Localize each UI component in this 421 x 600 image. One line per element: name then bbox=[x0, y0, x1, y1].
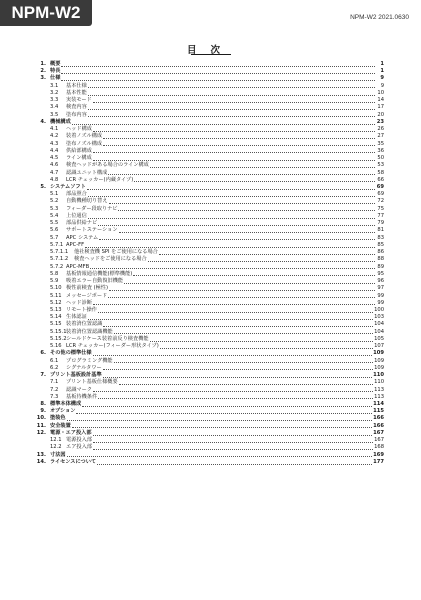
dot-leader bbox=[99, 239, 375, 240]
toc-entry[interactable] bbox=[28, 401, 384, 408]
toc-entry[interactable] bbox=[28, 365, 384, 372]
toc-entry[interactable] bbox=[28, 444, 384, 451]
dot-leader bbox=[90, 268, 375, 269]
dot-leader bbox=[103, 377, 372, 378]
toc-entry-title: ヘッド診断 bbox=[66, 299, 92, 306]
toc-entry-title: 吸着エラー自動復旧機能 bbox=[66, 278, 124, 285]
toc-entry-number: 5.5 bbox=[50, 220, 59, 227]
toc-entry-title: ヘッド構成 bbox=[66, 126, 92, 133]
toc-entry-page: 72 bbox=[377, 198, 384, 205]
toc-entry-number: 5.7.1.2 bbox=[50, 256, 69, 263]
toc-entry-title: 装着済位置認識 bbox=[66, 321, 103, 328]
toc-entry-title: 寸法図 bbox=[50, 451, 66, 458]
toc-entry-page: 69 bbox=[377, 191, 384, 198]
toc-entry-number: 5.7.1 bbox=[50, 241, 64, 248]
toc-entry[interactable] bbox=[28, 235, 384, 242]
toc-entry-title: 電源・エア投入部 bbox=[50, 429, 92, 436]
toc-entry[interactable] bbox=[28, 300, 384, 307]
toc-entry[interactable] bbox=[28, 329, 384, 336]
toc-entry-page: 109 bbox=[373, 350, 384, 357]
dot-leader bbox=[108, 297, 375, 298]
dot-leader bbox=[148, 261, 375, 262]
dot-leader bbox=[93, 449, 373, 450]
toc-entry-page: 169 bbox=[373, 451, 384, 458]
dot-leader bbox=[88, 87, 375, 88]
dot-leader bbox=[93, 160, 375, 161]
toc-entry-number: 5.13 bbox=[50, 306, 62, 313]
toc-entry-title: 基本性能 bbox=[66, 89, 87, 96]
toc-entry-page: 89 bbox=[377, 263, 384, 270]
dot-leader bbox=[93, 391, 373, 392]
toc-entry-title: その他の標準仕様 bbox=[50, 350, 92, 357]
toc-entry-page: 96 bbox=[377, 278, 384, 285]
dot-leader bbox=[108, 174, 375, 175]
toc-entry-number: 6.2 bbox=[50, 364, 59, 371]
toc-entry[interactable] bbox=[28, 170, 384, 177]
toc-entry-page: 99 bbox=[377, 292, 384, 299]
toc-entry-page: 27 bbox=[377, 133, 384, 140]
toc-entry-number: 5.10 bbox=[50, 285, 62, 292]
toc-entry-title: 装着ノズル構成 bbox=[66, 133, 103, 140]
table-of-contents bbox=[28, 61, 384, 466]
toc-entry-number: 5.16 bbox=[50, 343, 62, 350]
toc-entry-title: シールドケース装着前反り検査機能 bbox=[66, 335, 149, 342]
toc-entry-page: 115 bbox=[373, 408, 384, 415]
toc-entry-title: 特長 bbox=[50, 68, 61, 75]
toc-entry-number: 7.1 bbox=[50, 379, 59, 386]
toc-entry-title: 安全装置 bbox=[50, 422, 71, 429]
toc-entry-number: 9. bbox=[40, 408, 46, 415]
toc-entry-page: 79 bbox=[377, 220, 384, 227]
toc-entry-number: 5.11 bbox=[50, 292, 62, 299]
toc-entry-title: 极性前検査 (極性) bbox=[66, 285, 109, 292]
toc-entry-page: 167 bbox=[373, 429, 384, 436]
toc-entry-page: 77 bbox=[377, 212, 384, 219]
toc-entry-page: 110 bbox=[374, 379, 384, 386]
toc-entry-page: 109 bbox=[374, 364, 384, 371]
toc-entry-page: 85 bbox=[377, 241, 384, 248]
toc-entry-number: 14. bbox=[36, 458, 46, 465]
toc-entry-number: 3. bbox=[40, 75, 46, 82]
toc-entry-page: 81 bbox=[377, 227, 384, 234]
toc-entry-number: 4.7 bbox=[50, 169, 59, 176]
toc-entry[interactable] bbox=[28, 358, 384, 365]
dot-leader bbox=[93, 442, 373, 443]
dot-leader bbox=[98, 225, 375, 226]
toc-entry-page: 58 bbox=[377, 169, 384, 176]
toc-entry[interactable] bbox=[28, 148, 384, 155]
toc-entry-number: 3.1 bbox=[50, 82, 59, 89]
dot-leader bbox=[88, 116, 375, 117]
dot-leader bbox=[134, 181, 375, 182]
toc-entry[interactable] bbox=[28, 394, 384, 401]
toc-entry[interactable] bbox=[28, 206, 384, 213]
dot-leader bbox=[97, 464, 372, 465]
dot-leader bbox=[67, 420, 373, 421]
toc-entry-number: 5.8 bbox=[50, 270, 59, 277]
dot-leader bbox=[114, 333, 373, 334]
toc-entry-title: オプション bbox=[50, 408, 76, 415]
toc-entry-page: 167 bbox=[374, 437, 384, 444]
dot-leader bbox=[61, 80, 375, 81]
toc-entry-title: プリント基板仕様概要 bbox=[66, 379, 118, 386]
page-title: 目次 bbox=[186, 45, 234, 56]
toc-entry-title: プログラミング機能 bbox=[66, 357, 113, 364]
toc-entry-page: 104 bbox=[374, 321, 384, 328]
toc-entry-number: 3.3 bbox=[50, 97, 59, 104]
toc-entry-number: 5. bbox=[40, 183, 46, 190]
toc-entry-title: APC-MFB bbox=[66, 263, 90, 270]
toc-entry[interactable] bbox=[28, 415, 384, 422]
dot-leader bbox=[119, 232, 375, 233]
toc-entry-page: 9 bbox=[380, 82, 384, 89]
dot-leader bbox=[159, 254, 375, 255]
dot-leader bbox=[61, 73, 375, 74]
toc-entry-number: 3.4 bbox=[50, 104, 59, 111]
dot-leader bbox=[88, 218, 375, 219]
toc-entry[interactable] bbox=[28, 242, 384, 249]
dot-leader bbox=[76, 413, 372, 414]
toc-entry-page: 107 bbox=[374, 343, 384, 350]
dot-leader bbox=[150, 167, 375, 168]
toc-entry-page: 88 bbox=[377, 256, 384, 263]
toc-entry-number: 1. bbox=[40, 61, 46, 67]
toc-entry-number: 5.15 bbox=[50, 321, 62, 328]
toc-entry[interactable] bbox=[28, 271, 384, 278]
toc-entry-number: 6. bbox=[40, 350, 46, 357]
toc-entry-title: 装着済位置認識機能 bbox=[66, 328, 113, 335]
toc-entry[interactable] bbox=[28, 227, 384, 234]
toc-entry-title: 実装モード bbox=[66, 97, 92, 104]
toc-entry-title: 塗装色 bbox=[50, 415, 66, 422]
toc-entry-title: 生体認証 bbox=[66, 314, 87, 321]
toc-entry[interactable] bbox=[28, 293, 384, 300]
toc-entry-title: 基板情報通信機能(標準機能) bbox=[66, 270, 133, 277]
toc-entry-title: 自動機種切り替え bbox=[66, 198, 108, 205]
toc-entry[interactable] bbox=[28, 61, 384, 68]
dot-leader bbox=[93, 355, 373, 356]
dot-leader bbox=[103, 145, 375, 146]
toc-entry-page: 177 bbox=[373, 458, 384, 465]
toc-entry-page: 103 bbox=[374, 314, 384, 321]
toc-entry-title: 上位通信 bbox=[66, 212, 87, 219]
toc-entry-title: 電源投入部 bbox=[66, 437, 92, 444]
toc-entry-number: 4.5 bbox=[50, 155, 59, 162]
toc-entry[interactable] bbox=[28, 379, 384, 386]
toc-entry-page: 168 bbox=[374, 444, 384, 451]
toc-entry-number: 5.2 bbox=[50, 198, 59, 205]
toc-entry-number: 12. bbox=[36, 429, 46, 436]
toc-entry[interactable] bbox=[28, 285, 384, 292]
toc-entry-page: 26 bbox=[377, 126, 384, 133]
dot-leader bbox=[114, 362, 374, 363]
dot-leader bbox=[72, 124, 375, 125]
toc-entry-number: 4. bbox=[40, 118, 46, 125]
dot-leader bbox=[98, 398, 373, 399]
toc-entry-number: 3.2 bbox=[50, 89, 59, 96]
toc-entry-page: 1 bbox=[380, 61, 384, 67]
dot-leader bbox=[87, 189, 375, 190]
toc-entry-page: 83 bbox=[377, 234, 384, 241]
dot-leader bbox=[93, 304, 375, 305]
toc-entry-title: APC-FF bbox=[66, 241, 85, 248]
dot-leader bbox=[88, 109, 375, 110]
toc-entry[interactable] bbox=[28, 75, 384, 82]
toc-entry-title: LCR チェッカー(フィーダー形状タイプ) bbox=[66, 343, 159, 350]
toc-entry-page: 50 bbox=[377, 155, 384, 162]
toc-entry-title: 仕様 bbox=[50, 75, 61, 82]
toc-entry[interactable] bbox=[28, 387, 384, 394]
toc-entry-number: 5.14 bbox=[50, 314, 62, 321]
toc-entry-title: 標準本体構成 bbox=[50, 401, 82, 408]
toc-entry-number: 5.1 bbox=[50, 191, 59, 198]
toc-entry-page: 1 bbox=[380, 68, 384, 75]
toc-entry-page: 97 bbox=[377, 285, 384, 292]
toc-entry-number: 2. bbox=[40, 68, 46, 75]
dot-leader bbox=[67, 456, 373, 457]
toc-entry-page: 69 bbox=[376, 183, 384, 190]
toc-entry-page: 99 bbox=[377, 299, 384, 306]
toc-entry-title: 認識マーク bbox=[66, 386, 92, 393]
toc-entry-page: 9 bbox=[380, 75, 384, 82]
document-info: NPM-W2 2021.0630 bbox=[350, 14, 409, 21]
dot-leader bbox=[160, 348, 373, 349]
toc-entry-title: システムソフト bbox=[50, 183, 86, 190]
toc-entry-page: 114 bbox=[373, 401, 384, 408]
toc-entry-title: サポートステーション bbox=[66, 227, 118, 234]
dot-leader bbox=[82, 406, 372, 407]
toc-entry[interactable] bbox=[28, 68, 384, 75]
toc-entry[interactable] bbox=[28, 198, 384, 205]
toc-entry-number: 5.12 bbox=[50, 299, 62, 306]
toc-entry-page: 66 bbox=[377, 176, 384, 183]
toc-entry-page: 20 bbox=[377, 111, 384, 118]
toc-entry[interactable] bbox=[28, 459, 384, 466]
toc-entry-page: 36 bbox=[377, 147, 384, 154]
toc-entry-number: 4.4 bbox=[50, 147, 59, 154]
toc-entry[interactable] bbox=[28, 264, 384, 271]
title-underline bbox=[191, 54, 231, 55]
dot-leader bbox=[93, 435, 373, 436]
toc-entry-number: 11. bbox=[36, 422, 46, 429]
toc-entry-number: 5.7.1.1 bbox=[50, 249, 69, 256]
dot-leader bbox=[109, 290, 375, 291]
toc-entry-title: ライン構成 bbox=[66, 155, 92, 162]
toc-entry-title: LCR チェッカー(内蔵タイプ) bbox=[66, 176, 134, 183]
toc-entry-page: 110 bbox=[373, 372, 384, 379]
toc-entry-number: 5.15.1 bbox=[50, 328, 67, 335]
toc-entry-title: 検査内容 bbox=[66, 104, 87, 111]
dot-leader bbox=[150, 341, 374, 342]
toc-entry-title: ライセンスについて bbox=[50, 458, 97, 465]
toc-entry-number: 4.1 bbox=[50, 126, 59, 133]
toc-entry[interactable] bbox=[28, 112, 384, 119]
toc-entry-number: 6.1 bbox=[50, 357, 59, 364]
toc-entry-page: 109 bbox=[374, 357, 384, 364]
toc-entry-page: 23 bbox=[376, 118, 384, 125]
dot-leader bbox=[72, 427, 372, 428]
toc-entry-title: 塗布内容 bbox=[66, 111, 87, 118]
toc-entry[interactable] bbox=[28, 104, 384, 111]
toc-entry-page: 17 bbox=[377, 104, 384, 111]
toc-entry-number: 10. bbox=[36, 415, 46, 422]
toc-entry-title: 概要 bbox=[50, 61, 61, 67]
toc-entry-number: 4.8 bbox=[50, 176, 59, 183]
toc-entry-page: 95 bbox=[377, 270, 384, 277]
toc-entry-number: 5.6 bbox=[50, 227, 59, 234]
toc-entry-title: 検査ヘッドがある場合のライン構成 bbox=[66, 162, 149, 169]
toc-entry-page: 100 bbox=[374, 306, 384, 313]
toc-entry-number: 7.3 bbox=[50, 393, 59, 400]
dot-leader bbox=[88, 319, 373, 320]
toc-entry-number: 4.3 bbox=[50, 140, 59, 147]
toc-entry[interactable] bbox=[28, 133, 384, 140]
toc-entry-number: 5.4 bbox=[50, 212, 59, 219]
toc-entry-number: 8. bbox=[40, 401, 46, 408]
toc-entry-title: フィーダー段取りナビ bbox=[66, 205, 118, 212]
dot-leader bbox=[103, 369, 373, 370]
toc-entry-title: シグナルタワー bbox=[66, 364, 102, 371]
toc-entry-page: 14 bbox=[377, 97, 384, 104]
toc-entry-title: 他社検査機 SPI をご使用になる場合 bbox=[74, 249, 158, 256]
toc-entry-number: 7.2 bbox=[50, 386, 59, 393]
toc-entry-title: 塗布ノズル構成 bbox=[66, 140, 103, 147]
toc-entry-page: 35 bbox=[377, 140, 384, 147]
toc-entry-number: 5.3 bbox=[50, 205, 59, 212]
toc-entry-page: 86 bbox=[377, 249, 384, 256]
toc-entry-title: 供給部構成 bbox=[66, 147, 92, 154]
dot-leader bbox=[85, 247, 375, 248]
dot-leader bbox=[93, 131, 375, 132]
toc-entry-page: 10 bbox=[377, 89, 384, 96]
dot-leader bbox=[133, 275, 375, 276]
toc-entry-page: 113 bbox=[374, 393, 384, 400]
toc-entry-title: エア投入部 bbox=[66, 444, 92, 451]
toc-entry-number: 3.5 bbox=[50, 111, 59, 118]
toc-entry-title: 部品供給ナビ bbox=[66, 220, 98, 227]
toc-entry-number: 7. bbox=[40, 372, 46, 379]
toc-entry-number: 4.2 bbox=[50, 133, 59, 140]
dot-leader bbox=[109, 203, 375, 204]
toc-entry-title: APC システム bbox=[66, 234, 99, 241]
toc-entry-number: 13. bbox=[36, 451, 46, 458]
dot-leader bbox=[118, 210, 375, 211]
toc-entry-number: 12.2 bbox=[50, 444, 62, 451]
dot-leader bbox=[93, 102, 375, 103]
toc-entry-page: 53 bbox=[377, 162, 384, 169]
toc-entry-title: 機械構成 bbox=[50, 118, 71, 125]
model-badge: NPM-W2 bbox=[0, 0, 92, 26]
toc-entry[interactable] bbox=[28, 452, 384, 459]
dot-leader bbox=[103, 326, 373, 327]
dot-leader bbox=[98, 312, 373, 313]
toc-entry-page: 166 bbox=[373, 415, 384, 422]
toc-entry[interactable] bbox=[28, 256, 384, 263]
toc-entry-page: 104 bbox=[374, 328, 384, 335]
toc-entry[interactable] bbox=[28, 321, 384, 328]
toc-entry-number: 12.1 bbox=[50, 437, 62, 444]
dot-leader bbox=[119, 384, 373, 385]
dot-leader bbox=[88, 95, 375, 96]
dot-leader bbox=[103, 138, 375, 139]
toc-entry[interactable] bbox=[28, 350, 384, 357]
toc-entry-number: 5.7.2 bbox=[50, 263, 64, 270]
toc-entry-number: 4.6 bbox=[50, 162, 59, 169]
toc-entry-title: 部品照合 bbox=[66, 191, 87, 198]
toc-entry-title: 基本仕様 bbox=[66, 82, 87, 89]
toc-entry-title: プリント基板設計基準 bbox=[50, 372, 102, 379]
dot-leader bbox=[61, 66, 375, 67]
toc-entry[interactable] bbox=[28, 141, 384, 148]
toc-entry-title: 認識ユニット構成 bbox=[66, 169, 108, 176]
toc-entry[interactable] bbox=[28, 162, 384, 169]
dot-leader bbox=[124, 283, 375, 284]
toc-entry-number: 5.7 bbox=[50, 234, 59, 241]
toc-entry[interactable] bbox=[28, 408, 384, 415]
dot-leader bbox=[88, 196, 375, 197]
toc-entry-page: 105 bbox=[374, 335, 384, 342]
toc-entry-title: 検査ヘッドをご使用になる場合 bbox=[74, 256, 147, 263]
toc-entry-number: 5.9 bbox=[50, 278, 59, 285]
toc-entry[interactable] bbox=[28, 423, 384, 430]
toc-entry-page: 113 bbox=[374, 386, 384, 393]
toc-entry-page: 166 bbox=[373, 422, 384, 429]
toc-entry-title: 基板待機条件 bbox=[66, 393, 98, 400]
toc-entry[interactable] bbox=[28, 177, 384, 184]
toc-entry-title: メッセージボード bbox=[66, 292, 108, 299]
toc-entry[interactable] bbox=[28, 83, 384, 90]
toc-entry-number: 5.15.2 bbox=[50, 335, 67, 342]
toc-entry-page: 75 bbox=[377, 205, 384, 212]
toc-entry-title: リモート操作 bbox=[66, 306, 97, 313]
dot-leader bbox=[93, 152, 375, 153]
